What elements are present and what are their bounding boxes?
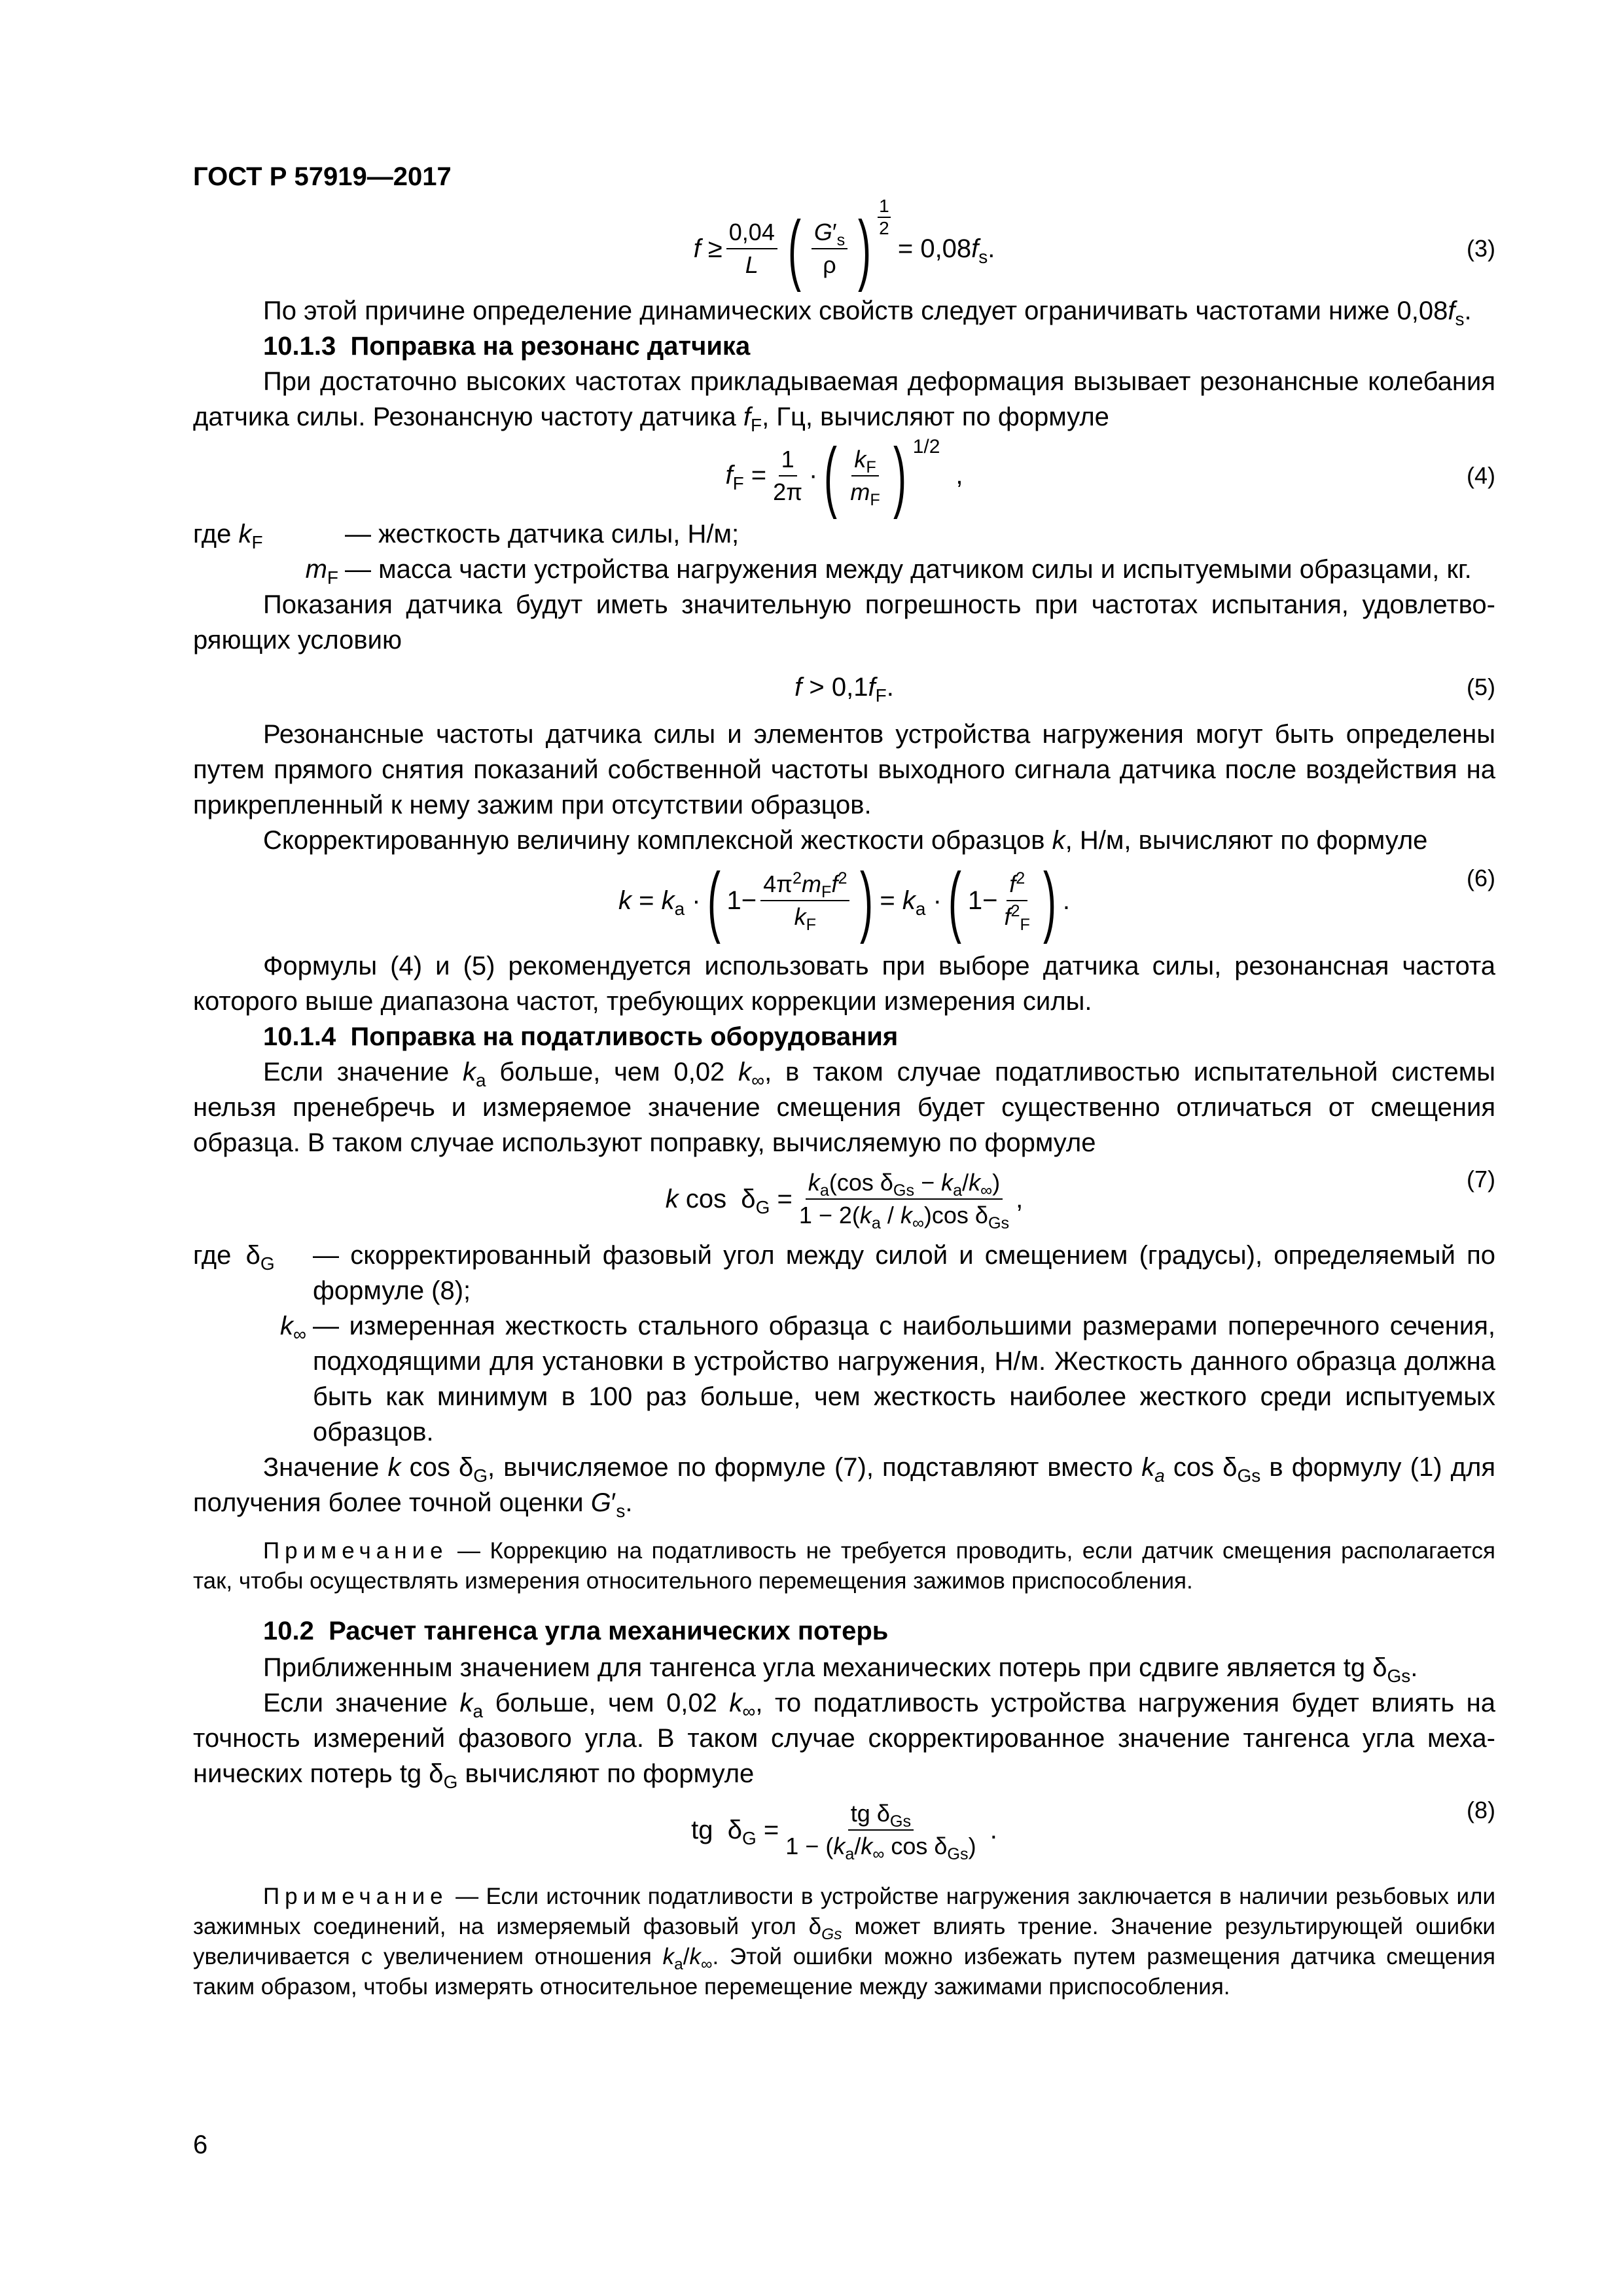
formula-number-3: (3) (1467, 235, 1495, 262)
paragraph: По этой причине определение динамических свойств следует ограничивать частотами ниже $0,08f_s$. (263, 296, 1472, 329)
paragraph: Если значение $k_a$ больше, чем 0,02 $k_\infty$, то податливость устройства нагружения будет влиять на точность измерений фазового угла. В таком случае скорректированное значение тангенса угла механических потерь tg $\delta_G$ вычисляют по формуле (193, 1689, 1496, 1792)
paragraph: Показания датчика будут иметь значительную погрешность при частотах испытания, удовлетворяющих условию (193, 590, 1495, 655)
paragraph: Если значение $k_a$ больше, чем 0,02 $k_\infty$, в таком случае податливостью испытательной системы нельзя пренебречь и измеряемое значение смещения будет существенно отличаться от смещения образца. В таком случае используют поправку, вычисляемую по формуле (193, 1058, 1496, 1157)
where-list-item: $k_\infty$ — измеренная жесткость стального образца с наибольшими размерами поперечного сечения, подходящими для установки в устройство нагружения, Н/м. Жесткость данного образца должна быть как минимум в 100 раз больше, чем жесткость наиболее жесткого среди испытуемых образцов. (280, 1312, 1495, 1446)
formula-number-5: (5) (1467, 673, 1495, 700)
formula-number-7: (7) (1467, 1166, 1495, 1193)
paragraph: Формулы (4) и (5) рекомендуется использовать при выборе датчика силы, резонансная частота которого выше диапазона частот, требующих коррекции измерения силы. (193, 952, 1495, 1016)
formula-number-8: (8) (1467, 1797, 1495, 1823)
formula-number-6: (6) (1467, 865, 1495, 891)
paragraph: Скорректированную величину комплексной жесткости образцов k, Н/м, вычисляют по формуле (263, 826, 1428, 855)
paragraph: Приближенным значением для тангенса угла механических потерь при сдвиге является tg $\delta_{Gs}$. (263, 1653, 1418, 1686)
section-heading-10-1-4: 10.1.4 Поправка на податливость оборудования (263, 1022, 899, 1051)
formula-8: tg $\delta_G$ = $\frac{tg \delta_{Gs}}{1 - (k_a/k_\infty \cos \delta_{Gs})}$ . (8) (691, 1797, 1495, 1864)
document-header: ГОСТ Р 57919—2017 (193, 162, 452, 191)
page-number: 6 (193, 2130, 208, 2159)
formula-4: $f_F$ = $\frac{1}{2\pi}$ · ( $\frac{k_F}{m_F}$ ) 1/2 , (4) (725, 431, 1495, 520)
formula-number-4: (4) (1467, 461, 1495, 489)
where-list-item: где $k_F$ — жесткость датчика силы, Н/м; (193, 520, 740, 552)
where-list-item: где $\delta_G$ — скорректированный фазовый угол между силой и смещением (градусы), определяемый по формуле (8); (193, 1241, 1495, 1305)
formula-7: k $\cos \delta_G$ = $\frac{k_a(\cos \delta_{Gs} - k_a/k_\infty)}{1 - 2(k_a / k_\infty)\cos \delta_{Gs}}$ , (7) (665, 1166, 1495, 1233)
page-content (193, 196, 1496, 2002)
formula-3: f ≥ $\frac{0,04}{L}$ ( $\frac{G'_s}{\rho}$ ) $\frac{1}{2}$ = $0,08f_s$. (3) (693, 196, 1495, 293)
note: Примечание — Если источник податливости в устройстве нагружения заключается в наличии резьбовых или зажимных соединений, на измеряемый фазовый угол $\delta_{Gs}$ может влиять трение. Значение результирующей ошибки увеличивается с увеличением отношения $k_a/k_\infty$. Этой ошибки можно избежать путем размещения датчика смещения таким образом, чтобы измерять относительное перемещение между зажимами приспособления. (193, 1884, 1496, 2000)
section-heading-10-2: 10.2 Расчет тангенса угла механических потерь (263, 1617, 889, 1645)
formula-6: $k = k_a$ · ( 1− $\frac{4\pi^2m_Ff^2}{k_F}$ ) = $k_a$ · ( 1− $\frac{f^2}{f^2_F}$ ) . (6) (618, 857, 1495, 944)
note: Примечание — Коррекцию на податливость не требуется проводить, если датчик смещения располагается так, чтобы осуществлять измерения относительного перемещения зажимов приспособления. (193, 1538, 1495, 1594)
formula-5: $f > 0,1f_F$. (5) (794, 672, 1495, 706)
paragraph: Значение k $\cos \delta_G$, вычисляемое по формуле (7), подставляют вместо $k_a$ $\cos \delta_{Gs}$ в формулу (1) для получения более точной оценки $G'_s$. (193, 1453, 1495, 1521)
paragraph: Резонансные частоты датчика силы и элементов устройства нагружения могут быть определены путем прямого снятия показаний собственной частоты выходного сигнала датчика после воздействия на прикрепленный к нему зажим при отсутствии образцов. (193, 720, 1495, 819)
paragraph: При достаточно высоких частотах прикладываемая деформация вызывает резонансные колебания датчика силы. Резонансную частоту датчика $f_F$, Гц, вычисляют по формуле (193, 367, 1495, 435)
section-heading-10-1-3: 10.1.3 Поправка на резонанс датчика (263, 332, 751, 361)
where-list-item: $m_F$ — масса части устройства нагружения между датчиком силы и испытуемыми образцами, кг. (305, 555, 1472, 588)
